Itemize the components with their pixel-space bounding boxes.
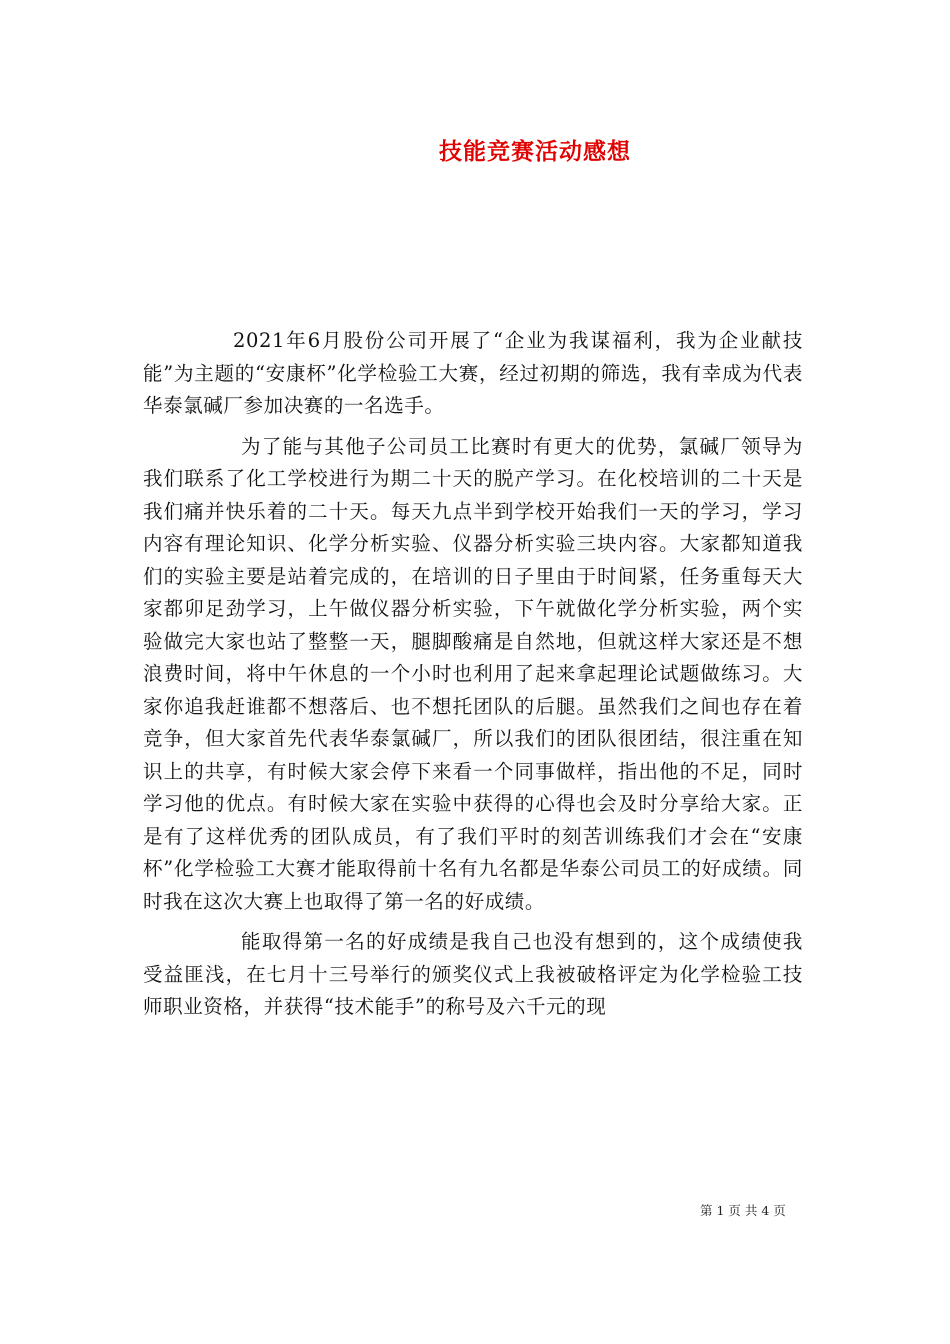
document-body bbox=[143, 325, 803, 1024]
paragraph-2: 为了能与其他子公司员工比赛时有更大的优势，氯碱厂领导为我们联系了化工学校进行为期二十天的脱产学习。在化校培训的二十天是我们痛并快乐着的二十天。每天九点半到学校开始我们一天的学习，学习内容有理论知识、化学分析实验、仪器分析实验三块内容。大家都知道我们的实验主要是站着完成的，在培训的日子里由于时间紧，任务重每天大家都卯足劲学习，上午做仪器分析实验，下午就做化学分析实验，两个实验做完大家也站了整整一天，腿脚酸痛是自然地，但就这样大家还是不想浪费时间，将中午休息的一个小时也利用了起来拿起理论试题做练习。大家你追我赶谁都不想落后、也不想托团队的后腿。虽然我们之间也存在着竞争，但大家首先代表华泰氯碱厂，所以我们的团队很团结，很注重在知识上的共享，有时候大家会停下来看一个同事做样，指出他的不足，同时学习他的优点。有时候大家在实验中获得的心得也会及时分享给大家。正是有了这样优秀的团队成员，有了我们平时的刻苦训练我们才会在“安康杯”化学检验工大赛才能取得前十名有九名都是华泰公司员工的好成绩。同时我在这次大赛上也取得了第一名的好成绩。 bbox=[143, 434, 803, 913]
document-title: 技能竞赛活动感想 bbox=[439, 138, 631, 165]
paragraph-1: 2021年6月股份公司开展了“企业为我谋福利，我为企业献技能”为主题的“安康杯”化学检验工大赛，经过初期的筛选，我有幸成为代表华泰氯碱厂参加决赛的一名选手。 bbox=[143, 329, 803, 417]
paragraph-3: 能取得第一名的好成绩是我自己也没有想到的，这个成绩使我受益匪浅，在七月十三号举行的颁奖仪式上我被破格评定为化学检验工技师职业资格，并获得“技术能手”的称号及六千元的现 bbox=[143, 930, 803, 1018]
page-number-footer: 第 1 页 共 4 页 bbox=[700, 1203, 786, 1218]
